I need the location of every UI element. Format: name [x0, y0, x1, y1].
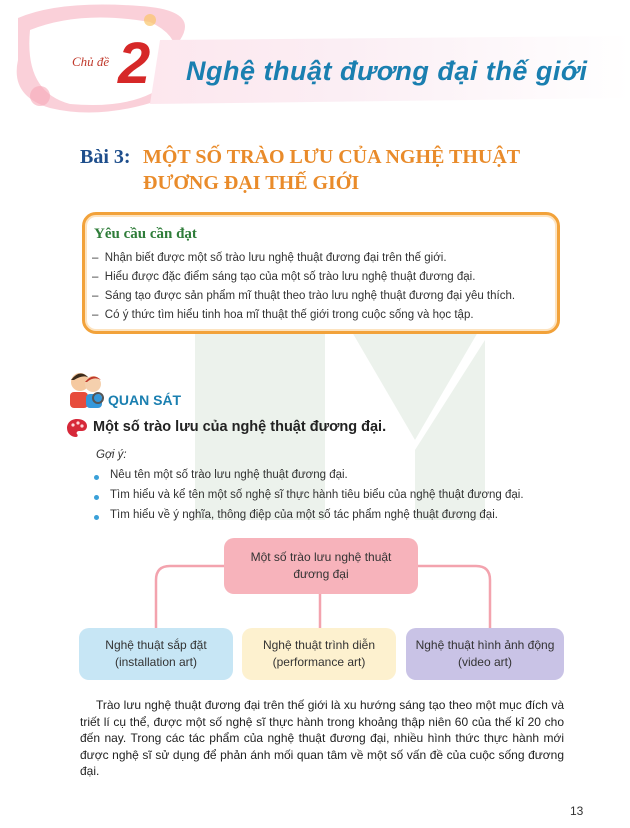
diagram-box-video-art — [406, 628, 564, 680]
requirements-title: Yêu cầu cần đạt — [94, 226, 197, 242]
bullet-icon — [94, 515, 99, 520]
diagram-box-line1: Nghệ thuật sắp đặt — [105, 638, 207, 652]
diagram-root-line2: đương đại — [293, 567, 349, 581]
diagram-root-box — [224, 538, 418, 594]
hint-label: Gợi ý: — [96, 449, 127, 461]
task-title: Một số trào lưu của nghệ thuật đương đại. — [93, 419, 387, 435]
hint-item: Nêu tên một số trào lưu nghệ thuật đương đại. — [110, 469, 348, 481]
diagram-box-installation-art — [79, 628, 233, 680]
requirement-item: – Hiểu được đặc điểm sáng tạo của một số trào lưu nghệ thuật đương đại. — [92, 271, 476, 283]
hint-item: Tìm hiểu và kể tên một số nghệ sĩ thực hành tiêu biểu của nghệ thuật đương đại. — [110, 489, 524, 501]
page-number: 13 — [570, 804, 584, 818]
bullet-icon — [94, 475, 99, 480]
diagram-box-line2: (installation art) — [114, 655, 197, 669]
hint-item: Tìm hiểu về ý nghĩa, thông điệp của một số tác phẩm nghệ thuật đương đại. — [110, 509, 498, 521]
students-observe-icon — [64, 368, 108, 412]
diagram-box-line1: Nghệ thuật trình diễn — [262, 638, 376, 652]
topic-number: 2 — [118, 31, 151, 96]
lesson-title: MỘT SỐ TRÀO LƯU CỦA NGHỆ THUẬT ĐƯƠNG ĐẠI THẾ GIỚI — [143, 146, 520, 194]
lesson-number: Bài 3: — [80, 146, 131, 168]
diagram-box-performance-art — [242, 628, 396, 680]
requirement-item: – Có ý thức tìm hiểu tinh hoa mĩ thuật thế giới trong cuộc sống và học tập. — [92, 309, 474, 321]
topic-label: Chủ đề — [72, 54, 110, 69]
diagram-box-line1: Nghệ thuật hình ảnh động — [415, 638, 555, 652]
body-paragraph: Trào lưu nghệ thuật đương đại trên thế giới là xu hướng sáng tạo theo một mục đích và triết lí cụ thể, được một số nghệ sĩ thực hành trong khoảng thập niên 60 của thế kỉ 20 cho đến nay. Trong các tác phẩm của nghệ thuật đương đại, nhiều hình thức thực hành mới được nghệ sĩ sử dụng để phản ánh mối quan tâm về một số vấn đề của cuộc sống đương đại. — [80, 698, 564, 778]
section-title-observe: QUAN SÁT — [108, 392, 182, 408]
diagram-root-line1: Một số trào lưu nghệ thuật — [250, 550, 392, 564]
diagram-box-line2: (video art) — [457, 655, 512, 669]
requirement-item: – Nhận biết được một số trào lưu nghệ thuật đương đại trên thế giới. — [92, 252, 447, 264]
topic-title: Nghệ thuật đương đại thế giới — [186, 56, 588, 86]
requirement-item: – Sáng tạo được sản phẩm mĩ thuật theo trào lưu nghệ thuật đương đại yêu thích. — [92, 290, 516, 302]
palette-icon — [66, 418, 88, 438]
bullet-icon — [94, 495, 99, 500]
diagram-box-line2: (performance art) — [272, 655, 366, 669]
